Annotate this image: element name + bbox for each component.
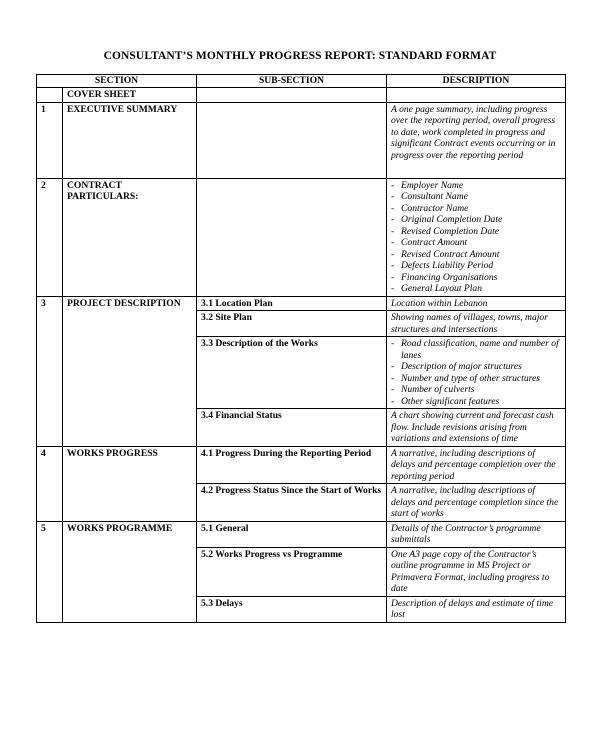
list-item: - Defects Liability Period bbox=[391, 260, 561, 272]
table-row-section-3-1 bbox=[37, 296, 566, 311]
works-description-list bbox=[391, 338, 561, 407]
list-item: - Employer Name bbox=[391, 180, 561, 192]
section-name: PROJECT DESCRIPTION bbox=[63, 296, 197, 446]
cell-empty bbox=[37, 88, 63, 103]
cell-empty bbox=[197, 178, 387, 296]
section-name: WORKS PROGRESS bbox=[63, 446, 197, 521]
section-name: EXECUTIVE SUMMARY bbox=[63, 102, 197, 178]
list-item: - Original Completion Date bbox=[391, 214, 561, 226]
subsection-name: 5.1 General bbox=[197, 521, 387, 547]
list-item: - Revised Completion Date bbox=[391, 226, 561, 238]
list-item: - Number of culverts bbox=[391, 384, 561, 396]
cell-empty bbox=[197, 88, 387, 103]
subsection-description bbox=[387, 337, 566, 409]
section-name: CONTRACT PARTICULARS: bbox=[63, 178, 197, 296]
table-row-section-4-1 bbox=[37, 446, 566, 484]
subsection-description: A chart showing current and forecast cash flow. Include revisions arising from variations and extensions of time bbox=[387, 409, 566, 447]
subsection-description: Description of delays and estimate of time lost bbox=[387, 596, 566, 622]
section-name: WORKS PROGRAMME bbox=[63, 521, 197, 622]
subsection-name: 4.2 Progress Status Since the Start of Works bbox=[197, 484, 387, 522]
section-number: 3 bbox=[37, 296, 63, 446]
table-row-section-1 bbox=[37, 102, 566, 178]
section-number: 5 bbox=[37, 521, 63, 622]
cell-empty bbox=[197, 102, 387, 178]
header-subsection: SUB-SECTION bbox=[197, 75, 387, 88]
report-title: CONSULTANT’S MONTHLY PROGRESS REPORT: STANDARD FORMAT bbox=[103, 50, 497, 62]
subsection-description: Location within Lebanon bbox=[387, 296, 566, 311]
list-item: - Other significant features bbox=[391, 396, 561, 408]
subsection-description: Details of the Contractor’s programme submittals bbox=[387, 521, 566, 547]
table-row-section-5-1 bbox=[37, 521, 566, 547]
section-description: A one page summary, including progress over the reporting period, overall progress to date, work completed in progress and significant Contract events occurring or in progress over the reporting period bbox=[387, 102, 566, 178]
table-row-cover bbox=[37, 88, 566, 103]
section-number: 2 bbox=[37, 178, 63, 296]
subsection-name: 4.1 Progress During the Reporting Period bbox=[197, 446, 387, 484]
cell-empty bbox=[387, 88, 566, 103]
subsection-name: 5.2 Works Progress vs Programme bbox=[197, 547, 387, 596]
subsection-description: Showing names of villages, towns, major structures and intersections bbox=[387, 311, 566, 337]
subsection-name: 5.3 Delays bbox=[197, 596, 387, 622]
list-item: - Financing Organisations bbox=[391, 272, 561, 284]
subsection-name: 3.3 Description of the Works bbox=[197, 337, 387, 409]
section-description bbox=[387, 178, 566, 296]
list-item: - Road classification, name and number of lanes bbox=[391, 338, 561, 361]
subsection-name: 3.2 Site Plan bbox=[197, 311, 387, 337]
list-item: - Description of major structures bbox=[391, 361, 561, 373]
list-item: - Contract Amount bbox=[391, 237, 561, 249]
subsection-description: A narrative, including descriptions of delays and percentage completion since the start of works bbox=[387, 484, 566, 522]
header-description: DESCRIPTION bbox=[387, 75, 566, 88]
subsection-name: 3.4 Financial Status bbox=[197, 409, 387, 447]
subsection-name: 3.1 Location Plan bbox=[197, 296, 387, 311]
list-item: - Number and type of other structures bbox=[391, 373, 561, 385]
subsection-description: A narrative, including descriptions of delays and percentage completion over the reporting period bbox=[387, 446, 566, 484]
section-number: 1 bbox=[37, 102, 63, 178]
list-item: - General Layout Plan bbox=[391, 283, 561, 295]
table-header-row bbox=[37, 75, 566, 88]
table-row-section-2 bbox=[37, 178, 566, 296]
section-number: 4 bbox=[37, 446, 63, 521]
cover-sheet-label: COVER SHEET bbox=[63, 88, 197, 103]
contract-particulars-list bbox=[391, 180, 561, 295]
list-item: - Contractor Name bbox=[391, 203, 561, 215]
subsection-description: One A3 page copy of the Contractor’s outline programme in MS Project or Primavera Format, including progress to date bbox=[387, 547, 566, 596]
header-section: SECTION bbox=[37, 75, 197, 88]
list-item: - Revised Contract Amount bbox=[391, 249, 561, 261]
list-item: - Consultant Name bbox=[391, 191, 561, 203]
report-format-table bbox=[36, 74, 566, 623]
